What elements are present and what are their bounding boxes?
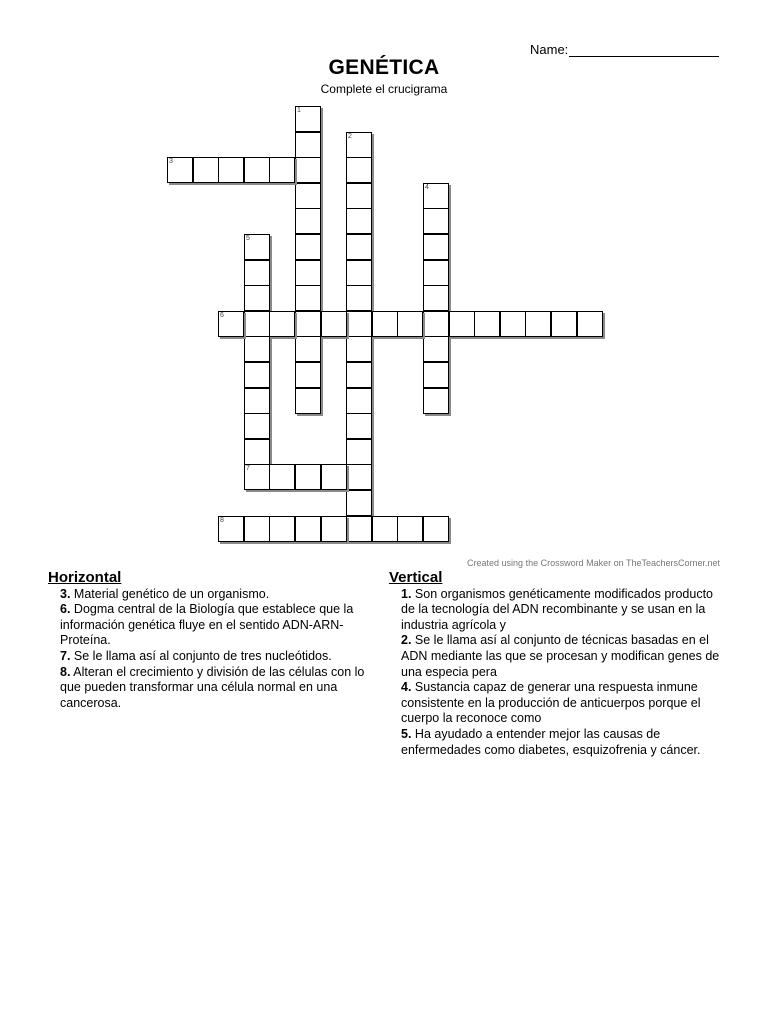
- grid-cell[interactable]: [346, 413, 372, 439]
- grid-cell[interactable]: [295, 464, 321, 490]
- clue-number: 4.: [401, 680, 412, 695]
- grid-cell[interactable]: [346, 516, 372, 542]
- clue-number: 7.: [60, 648, 71, 663]
- grid-cell[interactable]: [269, 311, 295, 337]
- grid-cell[interactable]: [244, 464, 270, 490]
- clue-text: Son organismos genéticamente modificados producto de la tecnología del ADN recombinante y se usan en la industria agrícola y: [401, 586, 714, 632]
- clue-number: 3.: [60, 586, 71, 601]
- grid-cell[interactable]: [397, 516, 423, 542]
- clue-text: Ha ayudado a entender mejor las causas de enfermedades como diabetes, esquizofrenia y cáncer.: [401, 726, 701, 757]
- grid-cell[interactable]: [423, 336, 449, 362]
- grid-cell[interactable]: [346, 336, 372, 362]
- grid-cell[interactable]: [321, 464, 347, 490]
- grid-cell[interactable]: [577, 311, 603, 337]
- grid-cell[interactable]: [167, 157, 193, 183]
- clue-number: 8.: [60, 664, 71, 679]
- grid-cell[interactable]: [346, 183, 372, 209]
- grid-cell[interactable]: [346, 285, 372, 311]
- clue-item: [389, 633, 723, 680]
- grid-cell[interactable]: [218, 311, 244, 337]
- grid-cell[interactable]: [244, 260, 270, 286]
- clue-number: 6.: [60, 602, 71, 617]
- cell-number: 7: [246, 465, 250, 472]
- grid-cell[interactable]: [372, 311, 398, 337]
- vertical-clues: [389, 570, 723, 758]
- page-subtitle: Complete el crucigrama: [320, 82, 448, 96]
- grid-cell[interactable]: [346, 208, 372, 234]
- grid-cell[interactable]: [346, 388, 372, 414]
- grid-cell[interactable]: [244, 516, 270, 542]
- grid-cell[interactable]: [295, 362, 321, 388]
- cell-number: 8: [220, 517, 224, 524]
- grid-cell[interactable]: [346, 132, 372, 158]
- clue-number: 1.: [401, 586, 412, 601]
- clue-text: Alteran el crecimiento y división de las células con lo que pueden transformar una célula normal en una cancerosa.: [60, 664, 365, 710]
- grid-cell[interactable]: [423, 362, 449, 388]
- grid-cell[interactable]: [244, 336, 270, 362]
- clue-item: [48, 649, 374, 665]
- grid-cell[interactable]: [295, 234, 321, 260]
- clue-text: Dogma central de la Biología que establece que la información genética fluye en el sentido ADN-ARN-Proteína.: [60, 602, 354, 648]
- grid-cell[interactable]: [295, 183, 321, 209]
- clue-item: [48, 602, 374, 649]
- grid-cell[interactable]: [346, 260, 372, 286]
- vertical-heading: Vertical: [389, 569, 443, 586]
- clue-text: Material genético de un organismo.: [73, 586, 270, 601]
- grid-cell[interactable]: [244, 439, 270, 465]
- grid-cell[interactable]: [346, 490, 372, 516]
- cell-number: 2: [348, 133, 352, 140]
- cell-number: 6: [220, 312, 224, 319]
- grid-cell[interactable]: [423, 234, 449, 260]
- grid-cell[interactable]: [551, 311, 577, 337]
- grid-cell[interactable]: [295, 336, 321, 362]
- grid-cell[interactable]: [346, 439, 372, 465]
- clue-text: Se le llama así al conjunto de técnicas basadas en el ADN mediante las que se procesan y modifican genes de una especia pera: [401, 633, 720, 679]
- grid-cell[interactable]: [423, 388, 449, 414]
- clue-number: 5.: [401, 726, 412, 741]
- grid-cell[interactable]: [218, 157, 244, 183]
- grid-cell[interactable]: [269, 464, 295, 490]
- name-label: Name:: [530, 42, 569, 57]
- grid-cell[interactable]: [295, 157, 321, 183]
- clue-item: [389, 587, 723, 634]
- cell-number: 5: [246, 235, 250, 242]
- grid-cell[interactable]: [295, 132, 321, 158]
- grid-cell[interactable]: [321, 516, 347, 542]
- clue-item: [389, 727, 723, 758]
- cell-number: 3: [169, 158, 173, 165]
- grid-cell[interactable]: [423, 516, 449, 542]
- grid-cell[interactable]: [295, 260, 321, 286]
- grid-cell[interactable]: [321, 311, 347, 337]
- grid-cell[interactable]: [295, 106, 321, 132]
- clue-item: [48, 665, 374, 712]
- page-title: GENÉTICA: [328, 56, 440, 79]
- grid-cell[interactable]: [346, 464, 372, 490]
- grid-cell[interactable]: [372, 516, 398, 542]
- grid-cell[interactable]: [244, 413, 270, 439]
- grid-cell[interactable]: [474, 311, 500, 337]
- grid-cell[interactable]: [193, 157, 219, 183]
- grid-cell[interactable]: [269, 516, 295, 542]
- grid-cell[interactable]: [244, 285, 270, 311]
- clue-text: Se le llama así al conjunto de tres nucleótidos.: [73, 648, 332, 663]
- clue-item: [389, 680, 723, 727]
- grid-cell[interactable]: [295, 311, 321, 337]
- cell-number: 4: [425, 184, 429, 191]
- grid-cell[interactable]: [397, 311, 423, 337]
- grid-cell[interactable]: [423, 183, 449, 209]
- credit-line: Created using the Crossword Maker on TheTeachersCorner.net: [467, 558, 720, 568]
- cell-number: 1: [297, 107, 301, 114]
- grid-cell[interactable]: [295, 208, 321, 234]
- grid-cell[interactable]: [295, 388, 321, 414]
- grid-cell[interactable]: [346, 157, 372, 183]
- grid-cell[interactable]: [423, 311, 449, 337]
- grid-cell[interactable]: [244, 311, 270, 337]
- grid-cell[interactable]: [423, 260, 449, 286]
- grid-cell[interactable]: [500, 311, 526, 337]
- grid-cell[interactable]: [423, 208, 449, 234]
- clue-number: 2.: [401, 633, 412, 648]
- grid-cell[interactable]: [269, 157, 295, 183]
- grid-cell[interactable]: [244, 234, 270, 260]
- grid-cell[interactable]: [244, 388, 270, 414]
- grid-cell[interactable]: [423, 285, 449, 311]
- grid-cell[interactable]: [449, 311, 475, 337]
- grid-cell[interactable]: [295, 285, 321, 311]
- grid-cell[interactable]: [244, 362, 270, 388]
- grid-cell[interactable]: [346, 311, 372, 337]
- grid-cell[interactable]: [346, 362, 372, 388]
- clue-text: Sustancia capaz de generar una respuesta inmune consistente en la producción de anticuerpos porque el cuerpo la reconoce como: [401, 680, 701, 726]
- grid-cell[interactable]: [525, 311, 551, 337]
- grid-cell[interactable]: [295, 516, 321, 542]
- grid-cell[interactable]: [346, 234, 372, 260]
- horizontal-clues: [48, 570, 374, 711]
- grid-cell[interactable]: [244, 157, 270, 183]
- horizontal-heading: Horizontal: [48, 569, 122, 586]
- grid-cell[interactable]: [218, 516, 244, 542]
- clue-item: [48, 587, 374, 603]
